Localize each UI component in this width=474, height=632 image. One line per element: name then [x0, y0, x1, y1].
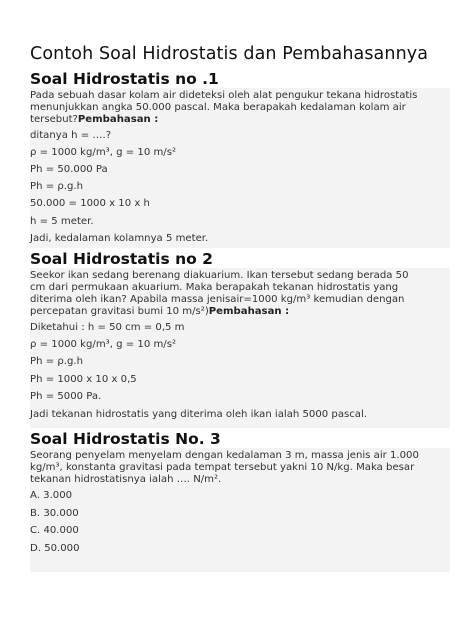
s2-pembahasan-label: Pembahasan : [208, 306, 290, 317]
s1-line: h = 5 meter. [30, 216, 94, 227]
s2-line: Ph = 5000 Pa. [30, 391, 102, 402]
section-3-heading: Soal Hidrostatis No. 3 [30, 430, 221, 448]
s3-option-b: B. 30.000 [30, 508, 79, 519]
s2-paragraph-line: cm dari permukaan akuarium. Maka berapakah tekanan hidrostatis yang [30, 282, 399, 293]
s1-paragraph-line [30, 114, 158, 126]
s2-paragraph-line: diterima oleh ikan? Apabila massa jenisair=1000 kg/m³ kemudian dengan [30, 294, 405, 305]
s2-line: Jadi tekanan hidrostatis yang diterima oleh ikan ialah 5000 pascal. [30, 409, 368, 420]
s1-line: ρ = 1000 kg/m³, g = 10 m/s² [30, 147, 176, 158]
s2-paragraph-line [30, 306, 289, 318]
s3-option-d: D. 50.000 [30, 543, 80, 554]
s3-paragraph-line: kg/m³, konstanta gravitasi pada tempat tersebut yakni 10 N/kg. Maka besar [30, 462, 415, 473]
s1-line: 50.000 = 1000 x 10 x h [30, 198, 150, 209]
s1-line: Ph = ρ.g.h [30, 181, 83, 192]
s1-line: Jadi, kedalaman kolamnya 5 meter. [30, 233, 209, 244]
s3-option-a: A. 3.000 [30, 490, 73, 501]
s3-paragraph-line: Seorang penyelam menyelam dengan kedalaman 3 m, massa jenis air 1.000 [30, 450, 419, 461]
s2-line: Ph = ρ.g.h [30, 356, 83, 367]
s2-line: Diketahui : h = 50 cm = 0,5 m [30, 322, 185, 333]
s1-pembahasan-label: Pembahasan : [77, 114, 159, 125]
page-title: Contoh Soal Hidrostatis dan Pembahasannya [30, 44, 429, 64]
section-1-heading: Soal Hidrostatis no .1 [30, 70, 219, 88]
s1-paragraph-line: Pada sebuah dasar kolam air dideteksi oleh alat pengukur tekana hidrostatis [30, 90, 418, 101]
section-2-heading: Soal Hidrostatis no 2 [30, 250, 213, 268]
s2-line: Ph = 1000 x 10 x 0,5 [30, 374, 137, 385]
s3-paragraph-line: tekanan hidrostatisnya ialah …. N/m². [30, 474, 222, 485]
s3-option-c: C. 40.000 [30, 525, 79, 536]
s1-line: Ph = 50.000 Pa [30, 164, 108, 175]
s2-paragraph-line: Seekor ikan sedang berenang diakuarium. Ikan tersebut sedang berada 50 [30, 270, 409, 281]
s2-paragraph-text: percepatan gravitasi bumi 10 m/s²) [30, 306, 209, 317]
s1-line: ditanya h = ….? [30, 130, 112, 141]
s1-paragraph-text: tersebut? [30, 114, 78, 125]
s1-paragraph-line: menunjukkan angka 50.000 pascal. Maka berapakah kedalaman kolam air [30, 102, 406, 113]
s2-line: ρ = 1000 kg/m³, g = 10 m/s² [30, 339, 176, 350]
